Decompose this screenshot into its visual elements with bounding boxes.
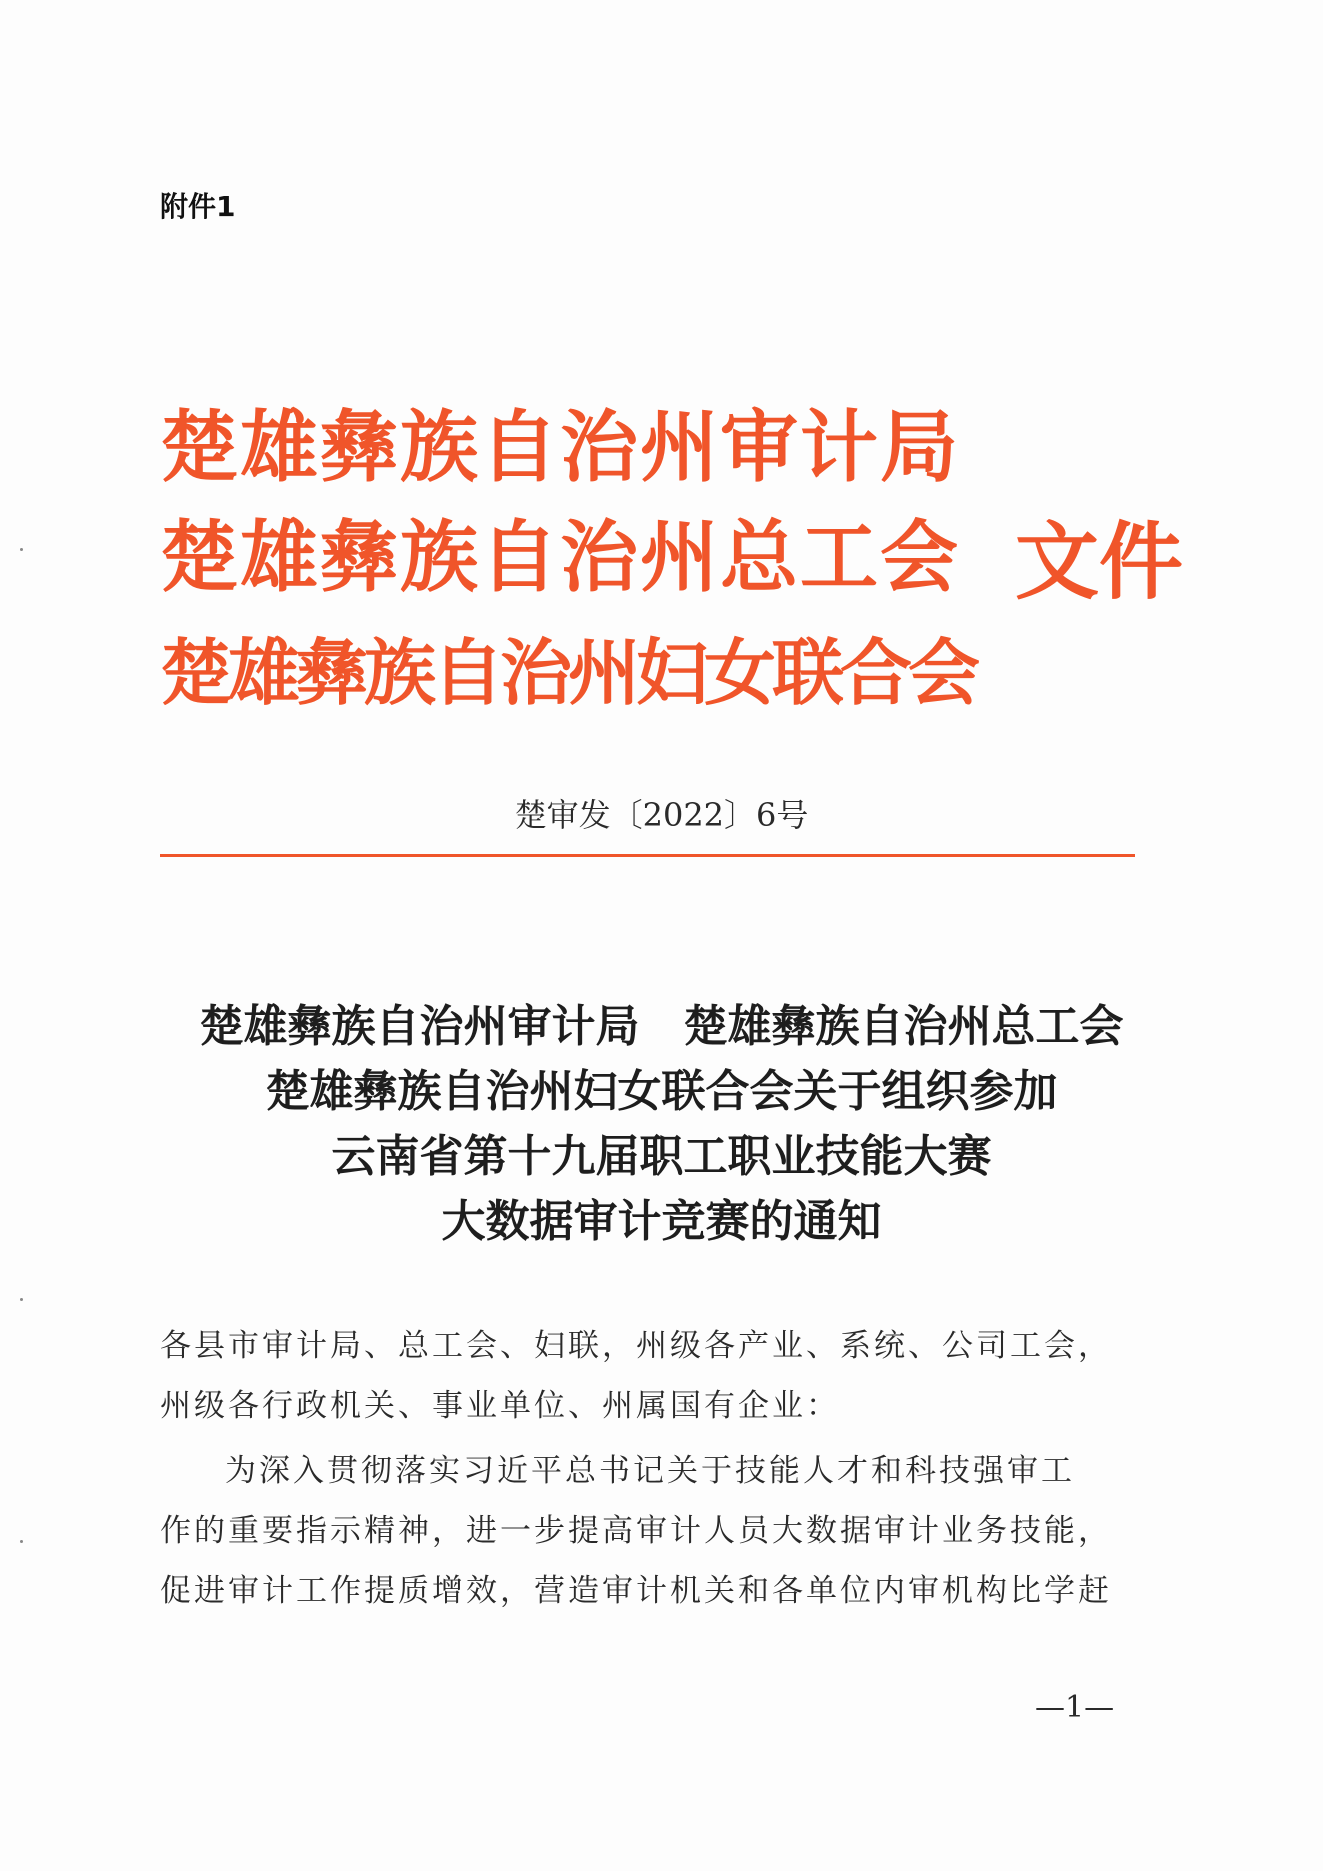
recipients-line-1: 各县市审计局、总工会、妇联，州级各产业、系统、公司工会， [160, 1328, 1112, 1364]
document-number: 楚审发〔2022〕6号 [514, 796, 809, 834]
notice-title-line-4: 大数据审计竞赛的通知 [441, 1196, 882, 1247]
issuer-line-audit-bureau: 楚雄彝族自治州审计局 [160, 402, 961, 493]
attachment-label: 附件1 [160, 190, 236, 223]
notice-title-line-1: 楚雄彝族自治州审计局 楚雄彝族自治州总工会 [199, 1001, 1124, 1052]
document-suffix: 文件 [1015, 512, 1184, 611]
notice-title-line-2: 楚雄彝族自治州妇女联合会关于组织参加 [265, 1066, 1058, 1117]
scan-speck [20, 548, 23, 551]
body-paragraph-line-2: 作的重要指示精神，进一步提高审计人员大数据审计业务技能， [160, 1513, 1112, 1549]
recipients-line-2: 州级各行政机关、事业单位、州属国有企业： [160, 1388, 840, 1424]
scan-speck [20, 1540, 23, 1543]
scan-speck [20, 1298, 23, 1301]
body-paragraph-line-1: 为深入贯彻落实习近平总书记关于技能人才和科技强审工 [225, 1453, 1075, 1489]
notice-title-line-3: 云南省第十九届职工职业技能大赛 [331, 1131, 992, 1182]
issuer-line-trade-union: 楚雄彝族自治州总工会 [160, 512, 961, 603]
issuer-line-womens-federation: 楚雄彝族自治州妇女联合会 [160, 630, 977, 715]
body-paragraph-line-3: 促进审计工作提质增效，营造审计机关和各单位内审机构比学赶 [160, 1573, 1112, 1609]
page-number: —1— [1035, 1690, 1115, 1725]
red-divider [160, 854, 1135, 857]
